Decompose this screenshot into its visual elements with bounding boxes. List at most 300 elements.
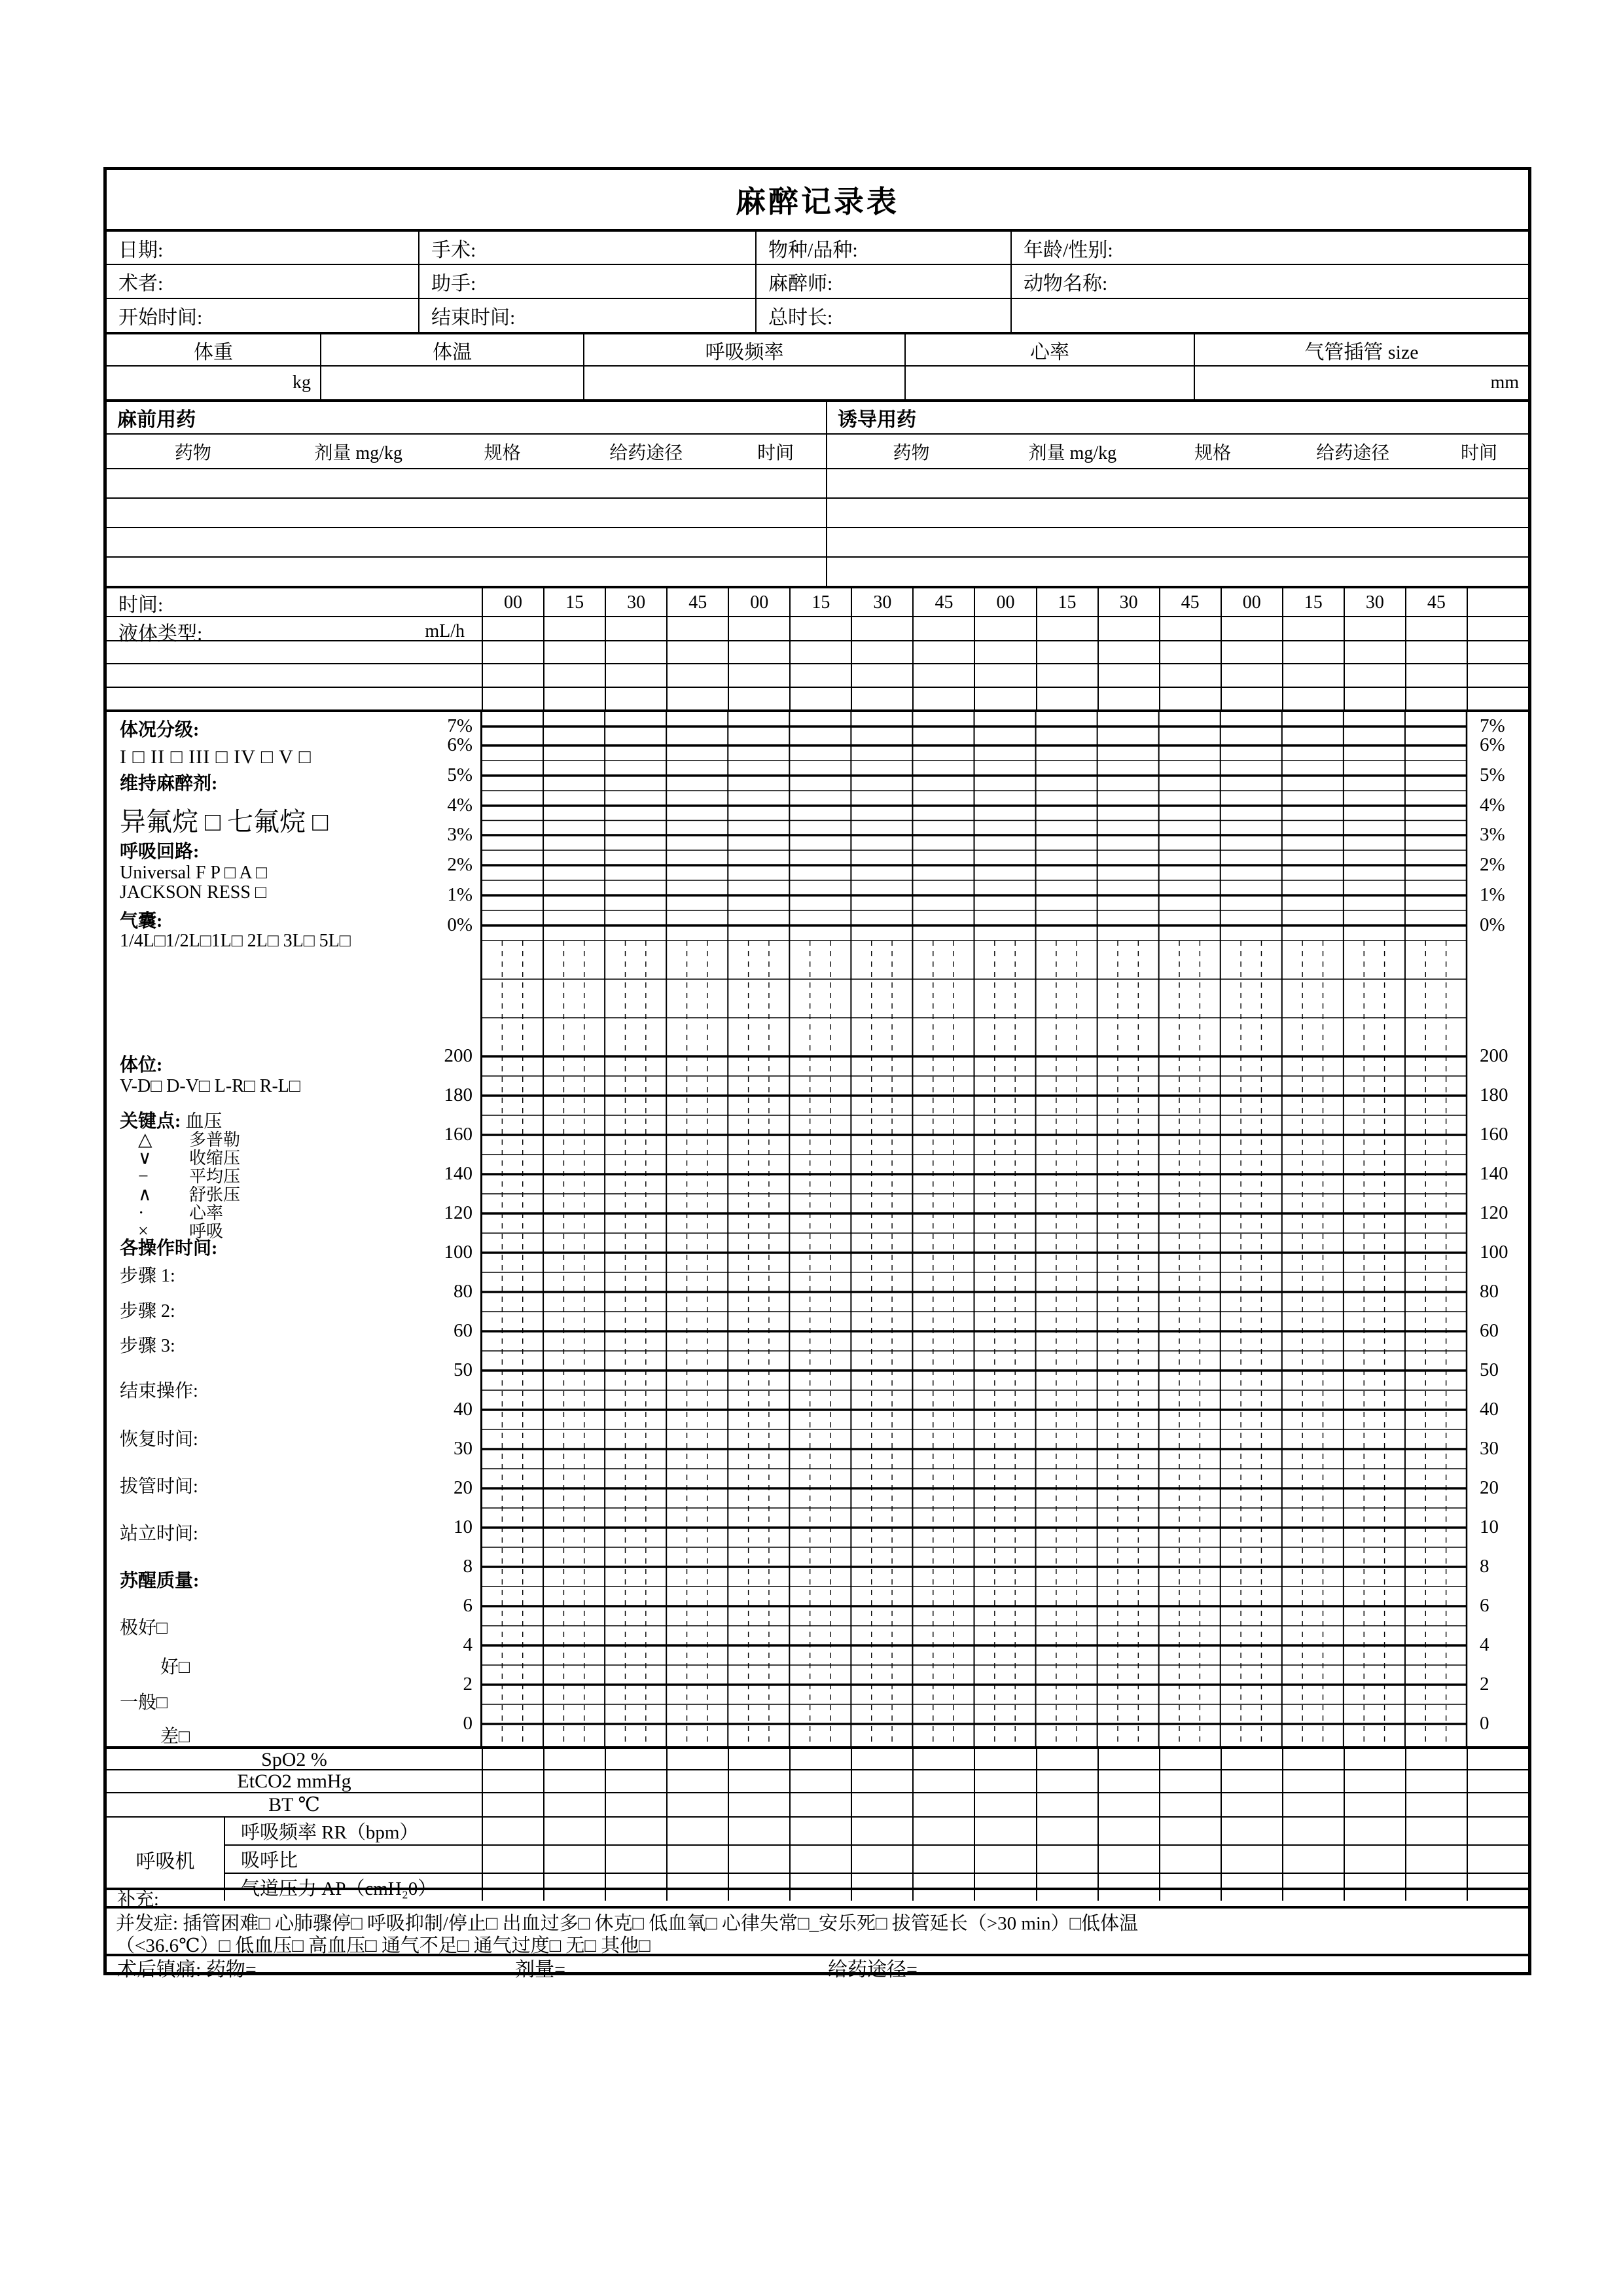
fluid-entry-cell-0-5[interactable] — [789, 641, 851, 663]
premed-entry-2[interactable] — [107, 528, 826, 556]
complications-line1: 并发症: 插管困难□ 心肺骤停□ 呼吸抑制/停止□ 出血过多□ 休克□ 低血氧□ 心律失常□_安乐死□ 拔管延长（>30 min）□低体温 — [116, 1913, 1138, 1934]
monitor-cell-2-3[interactable] — [666, 1793, 728, 1816]
med-col-3: 给药途径 — [1316, 442, 1390, 463]
monitor-cell-2-12[interactable] — [1221, 1793, 1282, 1816]
fluid-entry-cell-0-8[interactable] — [974, 641, 1035, 663]
med-entry-row-3 — [107, 556, 1528, 586]
med-col-1: 剂量 mg/kg — [314, 442, 402, 463]
fluid-entry-cell-1-11[interactable] — [1159, 664, 1221, 687]
monitor-cell-2-11[interactable] — [1159, 1793, 1221, 1816]
monitor-row-1 — [107, 1769, 1528, 1792]
monitor-cell-2-13[interactable] — [1282, 1793, 1344, 1816]
fluid-rate-unit: mL/h — [425, 621, 465, 641]
fluid-entry-cell-0-3[interactable] — [666, 641, 728, 663]
sidebar-item-0: 体况分级: — [120, 720, 200, 740]
fluid-entry-cell-2-10[interactable] — [1097, 688, 1159, 709]
vitals-value-weight[interactable]: kg — [293, 372, 311, 393]
fluid-entry-cell-0-10[interactable] — [1097, 641, 1159, 663]
time-tick-12: 00 — [1221, 588, 1282, 617]
induction-columns — [826, 435, 1528, 468]
sidebar-item-8[interactable]: 1/4L□1/2L□1L□ 2L□ 3L□ 5L□ — [120, 931, 351, 951]
fluid-entry-label-0[interactable] — [107, 641, 482, 663]
fluid-entry-cell-1-7[interactable] — [912, 664, 974, 687]
monitor-row-2 — [107, 1792, 1528, 1816]
monitor-cell-1-6[interactable] — [851, 1770, 912, 1793]
premed-entry-1[interactable] — [107, 499, 826, 527]
fluid-entry-cell-2-9[interactable] — [1036, 688, 1097, 709]
ventilator-cell-1-15[interactable] — [1405, 1844, 1467, 1873]
fluid-entry-cell-2-7[interactable] — [912, 688, 974, 709]
right-value-140: 140 — [1480, 1163, 1508, 1184]
sidebar-item-14: 步骤 2: — [120, 1301, 175, 1321]
med-col-4: 时间 — [757, 442, 794, 463]
fluid-entry-rows — [107, 640, 1528, 709]
fluid-entry-cell-2-1[interactable] — [543, 688, 605, 709]
sidebar-item-12: 各操作时间: — [120, 1238, 218, 1259]
fluid-entry-cell-2-6[interactable] — [851, 688, 912, 709]
fluid-entry-cell-0-14[interactable] — [1344, 641, 1405, 663]
ventilator-cell-1-8[interactable] — [974, 1844, 1035, 1873]
ventilator-cell-0-4[interactable] — [728, 1818, 789, 1844]
monitor-cell-1-11[interactable] — [1159, 1770, 1221, 1793]
supplement-row[interactable] — [107, 1888, 1528, 1910]
left-percent-0%: 0% — [447, 914, 473, 935]
fluid-entry-cell-1-9[interactable] — [1036, 664, 1097, 687]
sidebar-item-11: 关键点: 血压 — [120, 1111, 223, 1132]
info-field-2-2[interactable]: 总时长: — [755, 299, 1010, 332]
monitor-cell-0-5[interactable] — [789, 1749, 851, 1771]
right-value-10: 10 — [1480, 1516, 1499, 1537]
monitor-cell-1-10[interactable] — [1097, 1770, 1159, 1793]
fluid-entry-cell-0-12[interactable] — [1221, 641, 1282, 663]
time-tick-9: 15 — [1036, 588, 1097, 617]
left-value-10: 10 — [454, 1516, 473, 1537]
info-row-2 — [107, 298, 1528, 332]
complications-line2: （<36.6℃）□ 低血压□ 高血压□ 通气不足□ 通气过度□ 无□ 其他□ — [116, 1935, 651, 1956]
fluid-type-row — [107, 616, 1528, 645]
fluid-entry-cell-1-2[interactable] — [605, 664, 666, 687]
info-row-1 — [107, 264, 1528, 298]
monitor-cell-0-6[interactable] — [851, 1749, 912, 1771]
ventilator-cell-1-4[interactable] — [728, 1844, 789, 1873]
ventilator-cell-0-11[interactable] — [1159, 1818, 1221, 1844]
info-field-0-2[interactable]: 物种/品种: — [755, 232, 1010, 264]
vitals-value-hr[interactable] — [904, 367, 1194, 399]
time-row-label: 时间: — [118, 594, 164, 616]
fluid-entry-cell-1-12[interactable] — [1221, 664, 1282, 687]
monitor-cell-0-9[interactable] — [1036, 1749, 1097, 1771]
premed-columns — [107, 435, 826, 468]
fluid-entry-cell-2-0[interactable] — [482, 688, 543, 709]
time-tick-11: 45 — [1159, 588, 1221, 617]
fluid-entry-cell-2-12[interactable] — [1221, 688, 1282, 709]
monitor-cell-0-14[interactable] — [1344, 1749, 1405, 1771]
monitor-cell-0-0[interactable] — [482, 1749, 543, 1771]
fluid-entry-cell-0-11[interactable] — [1159, 641, 1221, 663]
right-value-120: 120 — [1480, 1202, 1508, 1223]
monitor-cell-1-15[interactable] — [1405, 1770, 1467, 1793]
legend-label-0: 多普勒 — [189, 1130, 241, 1149]
medication-section-row — [107, 399, 1528, 433]
monitor-cell-1-7[interactable] — [912, 1770, 974, 1793]
legend-symbol-0: △ — [138, 1130, 152, 1150]
monitor-cell-0-7[interactable] — [912, 1749, 974, 1771]
med-col-2: 规格 — [1194, 442, 1232, 463]
fluid-entry-cell-0-16[interactable] — [1467, 641, 1528, 663]
time-tick-1: 15 — [543, 588, 605, 617]
ventilator-cell-0-2[interactable] — [605, 1818, 666, 1844]
fluid-entry-cell-0-9[interactable] — [1036, 641, 1097, 663]
sidebar-item-17: 恢复时间: — [120, 1429, 198, 1450]
legend-symbol-2: − — [138, 1166, 149, 1187]
ventilator-cell-1-11[interactable] — [1159, 1844, 1221, 1873]
med-entry-row-0 — [107, 468, 1528, 497]
sidebar-item-3[interactable]: 异氟烷 □ 七氟烷 □ — [120, 807, 329, 836]
monitor-cell-0-2[interactable] — [605, 1749, 666, 1771]
postop-dose-label: 剂量= — [515, 1959, 566, 1981]
fluid-entry-cell-1-4[interactable] — [728, 664, 789, 687]
monitor-cell-0-13[interactable] — [1282, 1749, 1344, 1771]
fluid-entry-cell-2-8[interactable] — [974, 688, 1035, 709]
time-tick-13: 15 — [1282, 588, 1344, 617]
legend-label-1: 收缩压 — [189, 1149, 241, 1168]
info-field-1-0[interactable]: 术者: — [118, 273, 164, 295]
monitor-cell-2-5[interactable] — [789, 1793, 851, 1816]
right-percent-0%: 0% — [1480, 914, 1505, 935]
ventilator-cell-0-8[interactable] — [974, 1818, 1035, 1844]
ventilator-cell-0-5[interactable] — [789, 1818, 851, 1844]
vitals-header-2: 呼吸频率 — [583, 334, 904, 365]
ventilator-cell-0-14[interactable] — [1344, 1818, 1405, 1844]
left-value-40: 40 — [454, 1399, 473, 1420]
monitor-cell-1-9[interactable] — [1036, 1770, 1097, 1793]
left-value-0: 0 — [463, 1713, 473, 1734]
time-tick-0: 00 — [482, 588, 543, 617]
right-value-180: 180 — [1480, 1085, 1508, 1105]
ventilator-cell-1-13[interactable] — [1282, 1844, 1344, 1873]
ventilator-cell-0-16[interactable] — [1467, 1818, 1528, 1844]
ventilator-section — [107, 1816, 1528, 1899]
vitals-header-3: 心率 — [904, 334, 1194, 365]
monitor-cell-0-4[interactable] — [728, 1749, 789, 1771]
fluid-entry-cell-1-8[interactable] — [974, 664, 1035, 687]
left-value-100: 100 — [444, 1242, 473, 1263]
time-tick-3: 45 — [666, 588, 728, 617]
fluid-entry-cell-2-15[interactable] — [1405, 688, 1467, 709]
left-value-140: 140 — [444, 1163, 473, 1184]
ventilator-cell-1-5[interactable] — [789, 1844, 851, 1873]
supplement-label: 补充: — [117, 1890, 159, 1910]
left-percent-5%: 5% — [447, 764, 473, 785]
sidebar-item-13: 步骤 1: — [120, 1266, 175, 1286]
fluid-entry-cell-0-7[interactable] — [912, 641, 974, 663]
vitals-value-rr[interactable] — [583, 367, 904, 399]
info-field-1-3[interactable]: 动物名称: — [1010, 265, 1528, 298]
left-value-6: 6 — [463, 1595, 473, 1616]
time-tick-6: 30 — [851, 588, 912, 617]
legend-label-4: 心率 — [189, 1204, 224, 1223]
induction-entry-2[interactable] — [826, 528, 1528, 556]
fluid-entry-cell-1-10[interactable] — [1097, 664, 1159, 687]
monitor-cell-1-0[interactable] — [482, 1770, 543, 1793]
right-value-160: 160 — [1480, 1124, 1508, 1145]
complications-row[interactable] — [107, 1906, 1528, 1954]
sidebar-item-9: 体位: — [120, 1055, 163, 1075]
monitor-cell-1-14[interactable] — [1344, 1770, 1405, 1793]
monitor-cell-2-14[interactable] — [1344, 1793, 1405, 1816]
ventilator-cell-0-7[interactable] — [912, 1818, 974, 1844]
monitor-cell-1-8[interactable] — [974, 1770, 1035, 1793]
monitor-cell-2-4[interactable] — [728, 1793, 789, 1816]
ventilator-cell-0-3[interactable] — [666, 1818, 728, 1844]
medication-entry-rows — [107, 468, 1528, 586]
time-tick-16 — [1467, 588, 1528, 617]
monitor-cell-2-15[interactable] — [1405, 1793, 1467, 1816]
monitor-cell-1-13[interactable] — [1282, 1770, 1344, 1793]
right-percent-5%: 5% — [1480, 764, 1505, 785]
chart-band — [107, 709, 1528, 1746]
fluid-entry-label-2[interactable] — [107, 688, 482, 709]
fluid-entry-cell-2-11[interactable] — [1159, 688, 1221, 709]
med-col-4: 时间 — [1461, 442, 1498, 463]
legend-symbol-5: × — [138, 1221, 149, 1242]
right-value-20: 20 — [1480, 1477, 1499, 1498]
monitor-label-1: EtCO2 mmHg — [237, 1770, 351, 1792]
fluid-entry-cell-0-6[interactable] — [851, 641, 912, 663]
monitor-label-0: SpO2 % — [261, 1749, 327, 1770]
left-percent-7%: 7% — [447, 715, 473, 736]
ventilator-cell-1-14[interactable] — [1344, 1844, 1405, 1873]
fluid-entry-cell-2-13[interactable] — [1282, 688, 1344, 709]
monitor-cell-1-2[interactable] — [605, 1770, 666, 1793]
ventilator-cell-1-16[interactable] — [1467, 1844, 1528, 1873]
vitals-header-4: 气管插管 size — [1194, 334, 1528, 365]
sidebar-item-1[interactable]: I □ II □ III □ IV □ V □ — [120, 746, 312, 768]
induction-entry-1[interactable] — [826, 499, 1528, 527]
left-value-4: 4 — [463, 1634, 473, 1655]
fluid-entry-cell-2-3[interactable] — [666, 688, 728, 709]
fluid-entry-cell-1-13[interactable] — [1282, 664, 1344, 687]
right-percent-1%: 1% — [1480, 884, 1505, 905]
sidebar-item-15: 步骤 3: — [120, 1336, 175, 1356]
info-row-0 — [107, 229, 1528, 264]
fluid-entry-row-1 — [107, 663, 1528, 687]
right-percent-3%: 3% — [1480, 824, 1505, 845]
info-field-0-0[interactable]: 日期: — [118, 239, 164, 261]
ventilator-cell-1-0[interactable] — [482, 1844, 543, 1873]
left-value-120: 120 — [444, 1202, 473, 1223]
med-col-0: 药物 — [893, 442, 930, 463]
monitor-cell-2-0[interactable] — [482, 1793, 543, 1816]
legend-symbol-4: · — [138, 1203, 145, 1223]
postop-drug-label: 术后镇痛: 药物= — [117, 1959, 257, 1981]
info-field-0-3[interactable]: 年龄/性别: — [1010, 232, 1528, 264]
monitor-cell-0-3[interactable] — [666, 1749, 728, 1771]
fluid-entry-cell-0-0[interactable] — [482, 641, 543, 663]
ventilator-cell-0-12[interactable] — [1221, 1818, 1282, 1844]
info-rows — [107, 229, 1528, 332]
vitals-header-1: 体温 — [320, 334, 583, 365]
right-value-0: 0 — [1480, 1713, 1489, 1734]
ventilator-row-label-1: 吸呼比 — [224, 1844, 482, 1873]
med-col-3: 给药途径 — [609, 442, 683, 463]
monitor-cell-1-1[interactable] — [543, 1770, 605, 1793]
sidebar-item-10[interactable]: V-D□ D-V□ L-R□ R-L□ — [120, 1076, 300, 1096]
ventilator-cell-0-10[interactable] — [1097, 1818, 1159, 1844]
fluid-entry-cell-1-14[interactable] — [1344, 664, 1405, 687]
legend-symbol-1: ∨ — [138, 1148, 152, 1168]
right-value-100: 100 — [1480, 1242, 1508, 1263]
info-field-0-1[interactable]: 手术: — [418, 232, 755, 264]
ventilator-cell-0-6[interactable] — [851, 1818, 912, 1844]
postop-analgesia-row[interactable] — [107, 1954, 1528, 1979]
fluid-entry-cell-2-5[interactable] — [789, 688, 851, 709]
ventilator-cell-0-15[interactable] — [1405, 1818, 1467, 1844]
fluid-entry-cell-0-15[interactable] — [1405, 641, 1467, 663]
chart-grid[interactable] — [482, 712, 1528, 1746]
fluid-entry-label-1[interactable] — [107, 664, 482, 687]
left-percent-2%: 2% — [447, 854, 473, 875]
ventilator-row-label-0: 呼吸频率 RR（bpm） — [224, 1818, 482, 1844]
right-value-30: 30 — [1480, 1438, 1499, 1459]
left-value-20: 20 — [454, 1477, 473, 1498]
ventilator-cell-1-9[interactable] — [1036, 1844, 1097, 1873]
monitor-rows — [107, 1746, 1528, 1816]
legend-label-2: 平均压 — [189, 1167, 241, 1186]
monitor-cell-0-1[interactable] — [543, 1749, 605, 1771]
monitor-cell-2-6[interactable] — [851, 1793, 912, 1816]
monitor-cell-2-8[interactable] — [974, 1793, 1035, 1816]
legend-symbol-3: ∧ — [138, 1185, 152, 1205]
monitor-cell-0-11[interactable] — [1159, 1749, 1221, 1771]
fluid-entry-row-2 — [107, 687, 1528, 709]
info-field-2-1[interactable]: 结束时间: — [418, 299, 755, 332]
ventilator-cell-1-2[interactable] — [605, 1844, 666, 1873]
monitor-cell-2-7[interactable] — [912, 1793, 974, 1816]
monitor-cell-2-16[interactable] — [1467, 1793, 1528, 1816]
fluid-entry-cell-1-3[interactable] — [666, 664, 728, 687]
sidebar-item-6[interactable]: JACKSON RESS □ — [120, 882, 266, 903]
fluid-entry-cell-2-16[interactable] — [1467, 688, 1528, 709]
fluid-entry-cell-1-16[interactable] — [1467, 664, 1528, 687]
monitor-cell-2-1[interactable] — [543, 1793, 605, 1816]
monitor-cell-0-15[interactable] — [1405, 1749, 1467, 1771]
vitals-header-row — [107, 332, 1528, 365]
induction-entry-0[interactable] — [826, 469, 1528, 497]
legend-label-5: 呼吸 — [189, 1222, 224, 1241]
med-col-1: 剂量 mg/kg — [1028, 442, 1117, 463]
monitor-cell-2-9[interactable] — [1036, 1793, 1097, 1816]
sidebar-item-5[interactable]: Universal F P □ A □ — [120, 863, 267, 883]
ventilator-cell-1-1[interactable] — [543, 1844, 605, 1873]
sidebar-item-22[interactable]: 好□ — [160, 1657, 190, 1677]
postop-route-label: 给药途径= — [827, 1959, 918, 1981]
fluid-entry-cell-1-0[interactable] — [482, 664, 543, 687]
anesthesia-form — [103, 167, 1531, 1981]
fluid-entry-cell-2-14[interactable] — [1344, 688, 1405, 709]
monitor-cell-1-3[interactable] — [666, 1770, 728, 1793]
vitals-value-temp[interactable] — [320, 367, 583, 399]
ventilator-cell-0-1[interactable] — [543, 1818, 605, 1844]
fluid-entry-cell-1-6[interactable] — [851, 664, 912, 687]
ventilator-cell-1-10[interactable] — [1097, 1844, 1159, 1873]
fluid-entry-cell-1-1[interactable] — [543, 664, 605, 687]
ventilator-cell-0-13[interactable] — [1282, 1818, 1344, 1844]
fluid-entry-cell-0-2[interactable] — [605, 641, 666, 663]
time-header-row — [107, 586, 1528, 616]
induction-entry-3[interactable] — [826, 558, 1528, 586]
premed-entry-0[interactable] — [107, 469, 826, 497]
info-field-1-1[interactable]: 助手: — [418, 265, 755, 298]
right-percent-2%: 2% — [1480, 854, 1505, 875]
sidebar-item-24[interactable]: 差□ — [160, 1727, 190, 1747]
vitals-header-0: 体重 — [194, 341, 233, 363]
sidebar-item-23[interactable]: 一般□ — [120, 1693, 168, 1713]
time-tick-5: 15 — [789, 588, 851, 617]
sidebar-item-21[interactable]: 极好□ — [120, 1618, 168, 1638]
monitor-cell-1-12[interactable] — [1221, 1770, 1282, 1793]
sidebar-item-19: 站立时间: — [120, 1524, 198, 1544]
ventilator-cell-0-9[interactable] — [1036, 1818, 1097, 1844]
sidebar-item-2: 维持麻醉剂: — [120, 774, 218, 794]
info-field-2-3[interactable] — [1010, 299, 1528, 332]
ventilator-label: 呼吸机 — [135, 1850, 195, 1873]
left-percent-4%: 4% — [447, 795, 473, 816]
ventilator-cell-1-7[interactable] — [912, 1844, 974, 1873]
med-entry-row-2 — [107, 527, 1528, 556]
time-tick-14: 30 — [1344, 588, 1405, 617]
right-percent-4%: 4% — [1480, 795, 1505, 816]
sidebar-item-4: 呼吸回路: — [120, 842, 200, 862]
ventilator-cell-1-12[interactable] — [1221, 1844, 1282, 1873]
info-field-2-0[interactable]: 开始时间: — [118, 307, 203, 329]
monitor-cell-1-16[interactable] — [1467, 1770, 1528, 1793]
monitor-cell-0-10[interactable] — [1097, 1749, 1159, 1771]
vitals-value-tube[interactable]: mm — [1194, 367, 1528, 399]
form-title-bar — [107, 170, 1528, 229]
monitor-cell-1-4[interactable] — [728, 1770, 789, 1793]
info-field-1-2[interactable]: 麻醉师: — [755, 265, 1010, 298]
ventilator-row-label-2: 气道压力 AP（cmH₂0） — [224, 1873, 482, 1901]
ventilator-cell-1-3[interactable] — [666, 1844, 728, 1873]
fluid-entry-cell-2-4[interactable] — [728, 688, 789, 709]
fluid-entry-cell-0-1[interactable] — [543, 641, 605, 663]
ventilator-cell-1-6[interactable] — [851, 1844, 912, 1873]
fluid-entry-cell-1-15[interactable] — [1405, 664, 1467, 687]
ventilator-cell-0-0[interactable] — [482, 1818, 543, 1844]
monitor-cell-0-12[interactable] — [1221, 1749, 1282, 1771]
fluid-entry-cell-2-2[interactable] — [605, 688, 666, 709]
left-value-60: 60 — [454, 1320, 473, 1341]
premed-entry-3[interactable] — [107, 558, 826, 586]
monitor-cell-1-5[interactable] — [789, 1770, 851, 1793]
monitor-cell-0-16[interactable] — [1467, 1749, 1528, 1771]
med-entry-row-1 — [107, 497, 1528, 527]
left-value-200: 200 — [444, 1045, 473, 1066]
right-scale — [1467, 712, 1528, 1746]
monitor-cell-0-8[interactable] — [974, 1749, 1035, 1771]
monitor-cell-2-10[interactable] — [1097, 1793, 1159, 1816]
time-tick-10: 30 — [1097, 588, 1159, 617]
left-percent-1%: 1% — [447, 884, 473, 905]
fluid-entry-cell-0-4[interactable] — [728, 641, 789, 663]
fluid-entry-cell-0-13[interactable] — [1282, 641, 1344, 663]
monitor-label-2: BT ℃ — [268, 1794, 320, 1816]
fluid-entry-cell-1-5[interactable] — [789, 664, 851, 687]
fluid-type-label: 液体类型: — [118, 623, 203, 645]
monitor-cell-2-2[interactable] — [605, 1793, 666, 1816]
medication-columns-row — [107, 433, 1528, 468]
